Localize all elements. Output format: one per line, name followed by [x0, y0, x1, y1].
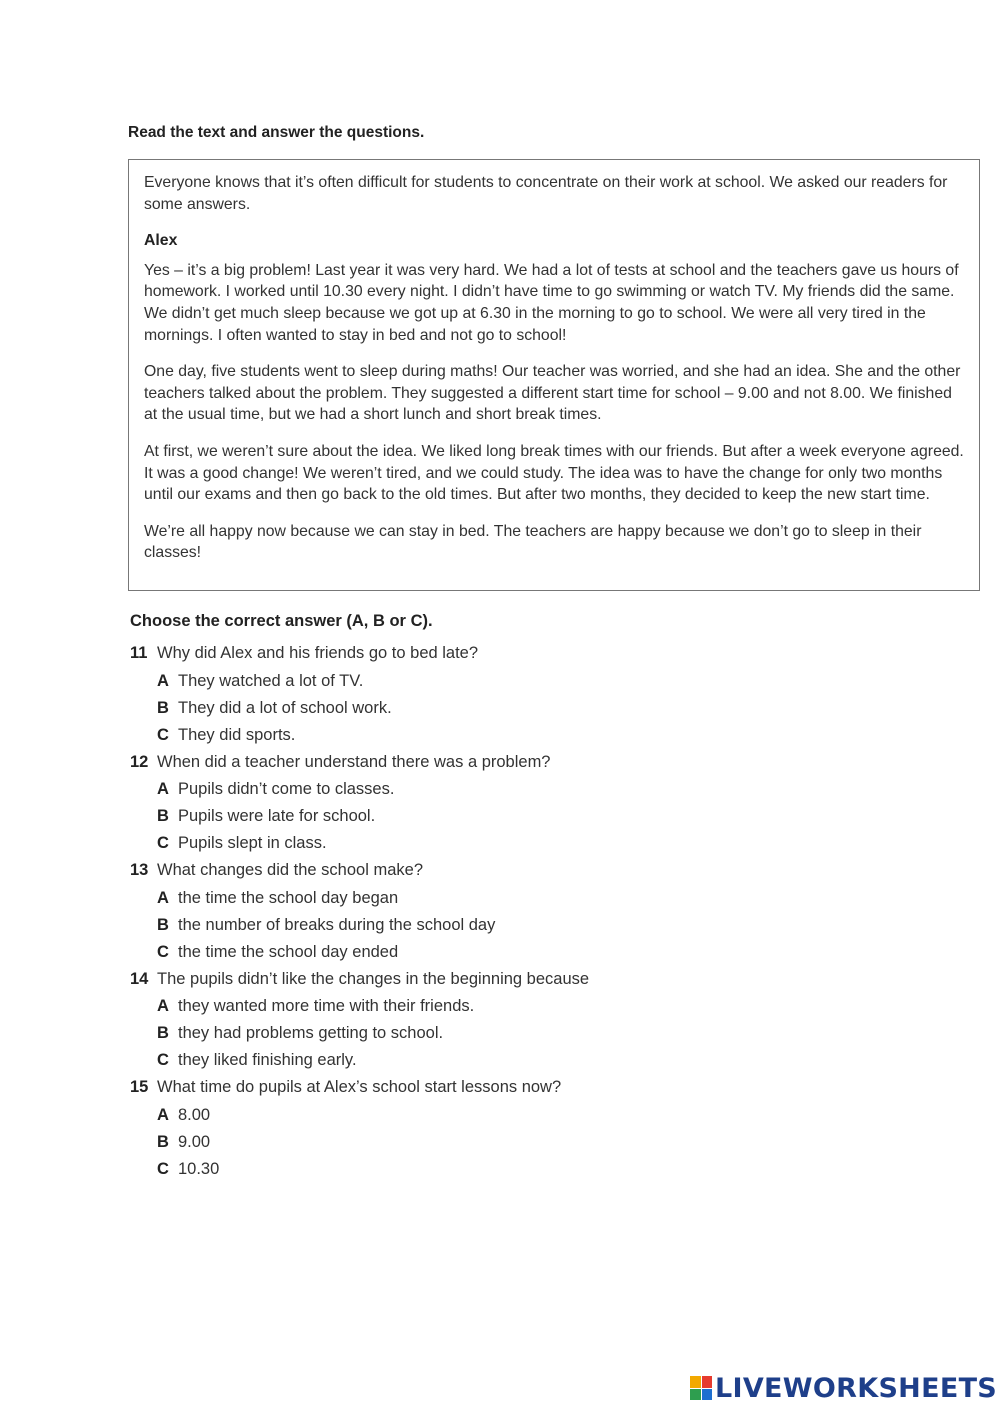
- author-name: Alex: [144, 232, 178, 250]
- option-12-b[interactable]: [130, 806, 600, 827]
- question-number: 15: [130, 1078, 149, 1096]
- liveworksheets-logo[interactable]: [690, 1370, 997, 1406]
- option-15-a[interactable]: [130, 1105, 600, 1126]
- option-letter: C: [157, 942, 169, 961]
- option-11-c[interactable]: [130, 725, 600, 746]
- question-number: 14: [130, 969, 149, 988]
- question-text: Why did Alex and his friends go to bed late?: [157, 644, 479, 662]
- option-text: the number of breaks during the school day: [178, 915, 496, 934]
- option-text: the time the school day ended: [178, 942, 399, 961]
- question-number: 12: [130, 752, 149, 771]
- question-14: [130, 969, 600, 991]
- option-14-a[interactable]: [130, 996, 600, 1017]
- question-text: The pupils didn’t like the changes in the beginning because: [157, 969, 590, 988]
- option-letter: B: [157, 1132, 169, 1151]
- option-text: Pupils slept in class.: [178, 834, 327, 852]
- reading-text-box: [128, 159, 980, 591]
- question-13: [130, 860, 600, 882]
- option-11-a[interactable]: [130, 671, 600, 692]
- option-12-c[interactable]: [130, 833, 600, 854]
- question-number: 13: [130, 861, 149, 879]
- option-letter: B: [157, 1024, 169, 1042]
- option-text: Pupils didn’t come to classes.: [178, 780, 395, 798]
- option-text: they wanted more time with their friends.: [178, 997, 475, 1015]
- question-text: What time do pupils at Alex’s school start lessons now?: [157, 1078, 562, 1096]
- reading-paragraph: One day, five students went to sleep during maths! Our teacher was worried, and she had an idea. She and the other teachers talked about the problem. They suggested a different start time for school – 9.00 and not 8.00. We finished at the usual time, but we had a short lunch and short break times.: [144, 363, 961, 424]
- option-text: They did a lot of school work.: [178, 698, 392, 717]
- option-letter: A: [157, 780, 169, 798]
- option-letter: C: [157, 725, 169, 744]
- reading-paragraph: At first, we weren’t sure about the idea. We liked long break times with our friends. But after a week everyone agreed. It was a good change! We weren’t tired, and we could study. The idea was to have the change for only two months until our exams and then go back to the old times. But after two months, they decided to keep the new start time.: [144, 442, 964, 504]
- question-15: [130, 1077, 600, 1099]
- question-list: [130, 643, 600, 1186]
- option-text: they had problems getting to school.: [178, 1024, 444, 1042]
- liveworksheets-mark-icon: [690, 1376, 712, 1400]
- question-11: [130, 643, 600, 665]
- option-letter: A: [157, 997, 169, 1015]
- option-letter: A: [157, 888, 169, 907]
- logo-mark-square: [690, 1376, 701, 1388]
- option-text: They watched a lot of TV.: [178, 671, 364, 690]
- logo-mark-square: [702, 1376, 713, 1388]
- reading-paragraph: Yes – it’s a big problem! Last year it was very hard. We had a lot of tests at school and the teachers gave us hours of homework. I worked until 10.30 every night. I didn’t have time to go swimming or watch TV. My friends did the same. We didn’t get much sleep because we got up at 6.30 in the morning to go to school. We were all very tired in the mornings. I often wanted to stay in bed and not go to school!: [144, 261, 959, 344]
- option-13-c[interactable]: [130, 942, 600, 963]
- question-text: When did a teacher understand there was a problem?: [157, 752, 551, 771]
- option-letter: A: [157, 1105, 169, 1124]
- option-12-a[interactable]: [130, 779, 600, 800]
- reading-paragraph: We’re all happy now because we can stay in bed. The teachers are happy because we don’t go to sleep in their classes!: [144, 522, 922, 562]
- option-letter: B: [157, 807, 169, 825]
- option-11-b[interactable]: [130, 698, 600, 719]
- option-13-b[interactable]: [130, 915, 600, 936]
- liveworksheets-wordmark: LIVEWORKSHEETS: [715, 1372, 998, 1404]
- option-text: 9.00: [178, 1132, 211, 1151]
- question-text: What changes did the school make?: [157, 861, 423, 879]
- choose-answer-heading: Choose the correct answer (A, B or C).: [130, 612, 433, 630]
- logo-mark-square: [702, 1389, 713, 1401]
- option-15-c[interactable]: [130, 1159, 600, 1180]
- option-14-c[interactable]: [130, 1050, 600, 1071]
- option-text: they liked finishing early.: [178, 1051, 357, 1069]
- option-letter: C: [157, 1051, 169, 1069]
- option-letter: B: [157, 915, 169, 934]
- option-letter: A: [157, 671, 169, 690]
- question-12: [130, 752, 600, 774]
- question-number: 11: [130, 644, 148, 662]
- option-13-a[interactable]: [130, 888, 600, 909]
- option-text: They did sports.: [178, 725, 296, 744]
- option-text: the time the school day began: [178, 888, 399, 907]
- option-letter: C: [157, 1159, 169, 1178]
- option-letter: C: [157, 834, 169, 852]
- option-14-b[interactable]: [130, 1023, 600, 1044]
- instruction-heading: Read the text and answer the questions.: [128, 124, 425, 141]
- option-15-b[interactable]: [130, 1132, 600, 1153]
- reading-intro: Everyone knows that it’s often difficult for students to concentrate on their work at school. We asked our readers for some answers.: [144, 174, 948, 213]
- option-text: 10.30: [178, 1159, 220, 1178]
- option-text: 8.00: [178, 1105, 211, 1124]
- option-text: Pupils were late for school.: [178, 807, 376, 825]
- option-letter: B: [157, 698, 169, 717]
- logo-mark-square: [690, 1389, 701, 1401]
